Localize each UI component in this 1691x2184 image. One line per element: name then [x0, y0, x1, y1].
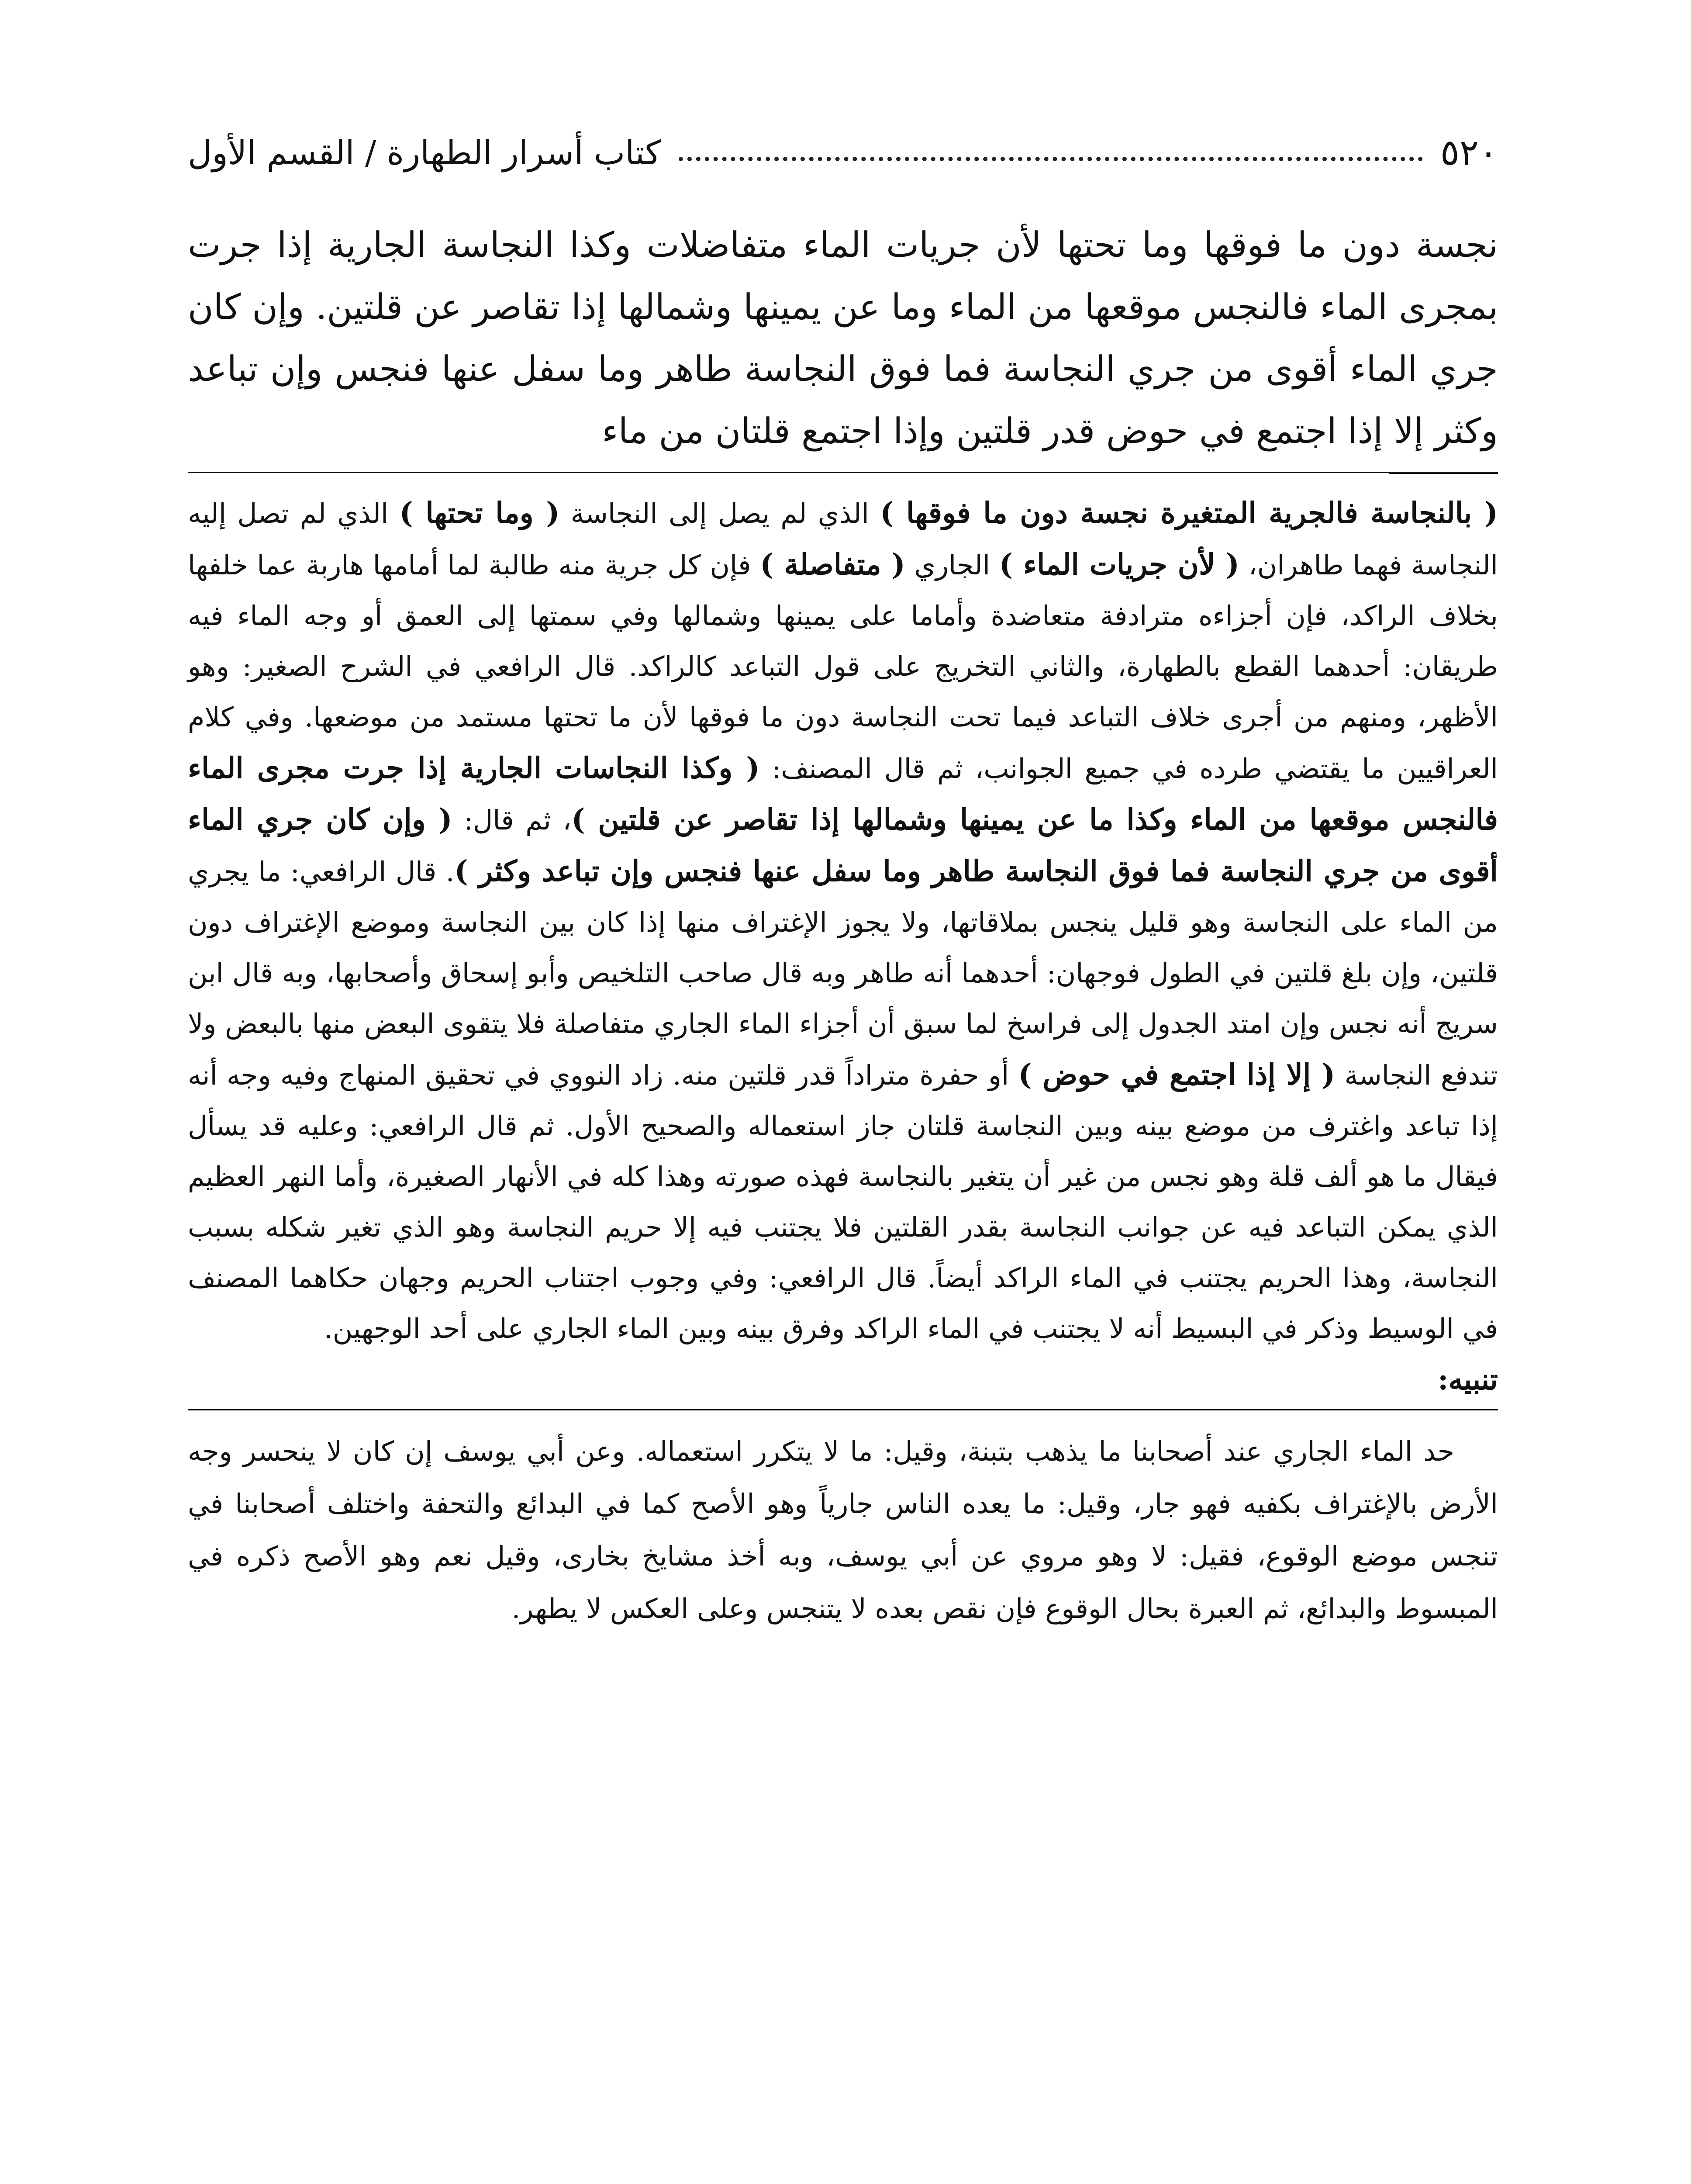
commentary-quote: ( وإن كان جري الماء أقوى من جري النجاسة فما فوق النجاسة طاهر وما سفل عنها فنجس وإن تباعد وكثر ) — [188, 802, 1498, 888]
leader-dots — [679, 157, 1423, 161]
commentary-quote: ( وكذا النجاسات الجارية إذا جرت مجرى الماء فالنجس موقعها من الماء وكذا ما عن يمينها وشمالها إذا تقاصر عن قلتين ) — [188, 751, 1498, 836]
commentary — [188, 487, 1498, 1354]
commentary-text: الذي لم تصل إليه النجاسة فهما طاهران، — [188, 498, 1498, 581]
note-text: حد الماء الجاري عند أصحابنا ما يذهب بتبنة، وقيل: ما لا يتكرر استعماله. وعن أبي يوسف إن كان لا ينحسر وجه الأرض بالإغتراف بكفيه فهو جار، وقيل: ما يعده الناس جارياً وهو الأصح كما في البدائع والتحفة واختلف أصحابنا في تنجس موضع الوقوع، فقيل: لا وهو مروي عن أبي يوسف، وبه أخذ مشايخ بخارى، وقيل نعم وهو الأصح ذكره في المبسوط والبدائع، ثم العبرة بحال الوقوع فإن نقص بعده لا يتنجس وعلى العكس لا يطهر. — [188, 1435, 1498, 1624]
footnote-separator — [188, 472, 1498, 477]
commentary-quote: ( بالنجاسة فالجرية المتغيرة نجسة دون ما فوقها ) — [880, 496, 1498, 530]
commentary-quote: ( متفاصلة ) — [760, 547, 905, 581]
commentary-text: فإن كل جرية منه طالبة لما أمامها هاربة عما خلفها بخلاف الراكد، فإن أجزاءه مترادفة متعاضدة وأماما على يمينها وشمالها وفي سمتها إلى العمق أو وجه الماء فيه طريقان: أحدهما القطع بالطهارة، والثاني التخريج على قول التباعد كالراكد. قال الرافعي في الشرح الصغير: وهو الأظهر، ومنهم من أجرى خلاف التباعد فيما تحت النجاسة دون ما فوقها لأن ما تحتها مستمد من موضعها. وفي كلام العراقيين ما يقتضي طرده في جميع الجوانب، ثم قال المصنف: — [188, 549, 1498, 784]
book-page — [188, 122, 1498, 2184]
separator-rule-thick — [1389, 472, 1498, 474]
commentary-quote: ( لأن جريات الماء ) — [999, 547, 1239, 581]
commentary-paragraph — [188, 487, 1498, 1354]
commentary-quote: ( إلا إذا اجتمع في حوض ) — [1018, 1057, 1336, 1092]
main-text: نجسة دون ما فوقها وما تحتها لأن جريات الماء متفاضلات وكذا النجاسة الجارية إذا جرت بمجرى الماء فالنجس موقعها من الماء وما عن يمينها وشمالها إذا تقاصر عن قلتين. وإن كان جري الماء أقوى من جري النجاسة فما فوق النجاسة طاهر وما سفل عنها فنجس وإن تباعد وكثر إلا إذا اجتمع في حوض قدر قلتين وإذا اجتمع قلتان من ماء — [188, 225, 1498, 451]
commentary-text: الجاري — [905, 549, 999, 581]
commentary-text: أو حفرة متراداً قدر قلتين منه. زاد النووي في تحقيق المنهاج وفيه وجه أنه إذا تباعد واغترف من موضع بينه وبين النجاسة قلتان جاز استعماله والصحيح الأول. ثم قال الرافعي: وعليه قد يسأل فيقال ما هو ألف قلة وهو نجس من غير أن يتغير بالنجاسة فهذه صورته وهذا كله في الأنهار الصغيرة، وأما النهر العظيم الذي يمكن التباعد فيه عن جوانب النجاسة بقدر القلتين فلا يجتنب فيه إلا حريم النجاسة وهو الذي تغير شكله بسبب النجاسة، وهذا الحريم يجتنب في الماء الراكد أيضاً. قال الرافعي: وفي وجوب اجتناب الحريم وجهان حكاهما المصنف في الوسيط وذكر في البسيط أنه لا يجتنب في الماء الراكد وفرق بينه وبين الماء الجاري على أحد الوجهين. — [188, 1059, 1498, 1344]
running-head — [188, 122, 1498, 183]
commentary-quote: ( وما تحتها ) — [399, 496, 560, 530]
commentary-text: الذي لم يصل إلى النجاسة — [559, 498, 880, 529]
note-rule — [188, 1409, 1498, 1410]
commentary-text: ، ثم قال: — [452, 804, 572, 836]
book-title: كتاب أسرار الطهارة / القسم الأول — [188, 133, 661, 172]
separator-rule — [188, 472, 1498, 473]
commentary-text: . قال الرافعي: ما يجري من الماء على النجاسة وهو قليل ينجس بملاقاتها، ولا يجوز الإغتراف منها إذا كان بين النجاسة وموضع الإغتراف دون قلتين، وإن بلغ قلتين في الطول فوجهان: أحدهما أنه طاهر وبه قال صاحب التلخيص وأبو إسحاق وأصحابها، وبه قال ابن سريج أنه نجس وإن امتد الجدول إلى فراسخ لما سبق أن أجزاء الماء الجاري متفاصلة فلا يتقوى البعض منها بالبعض ولا تندفع النجاسة — [188, 856, 1498, 1091]
page-number: ٥٢٠ — [1440, 132, 1498, 173]
note-heading: تنبيه: — [1438, 1362, 1498, 1396]
